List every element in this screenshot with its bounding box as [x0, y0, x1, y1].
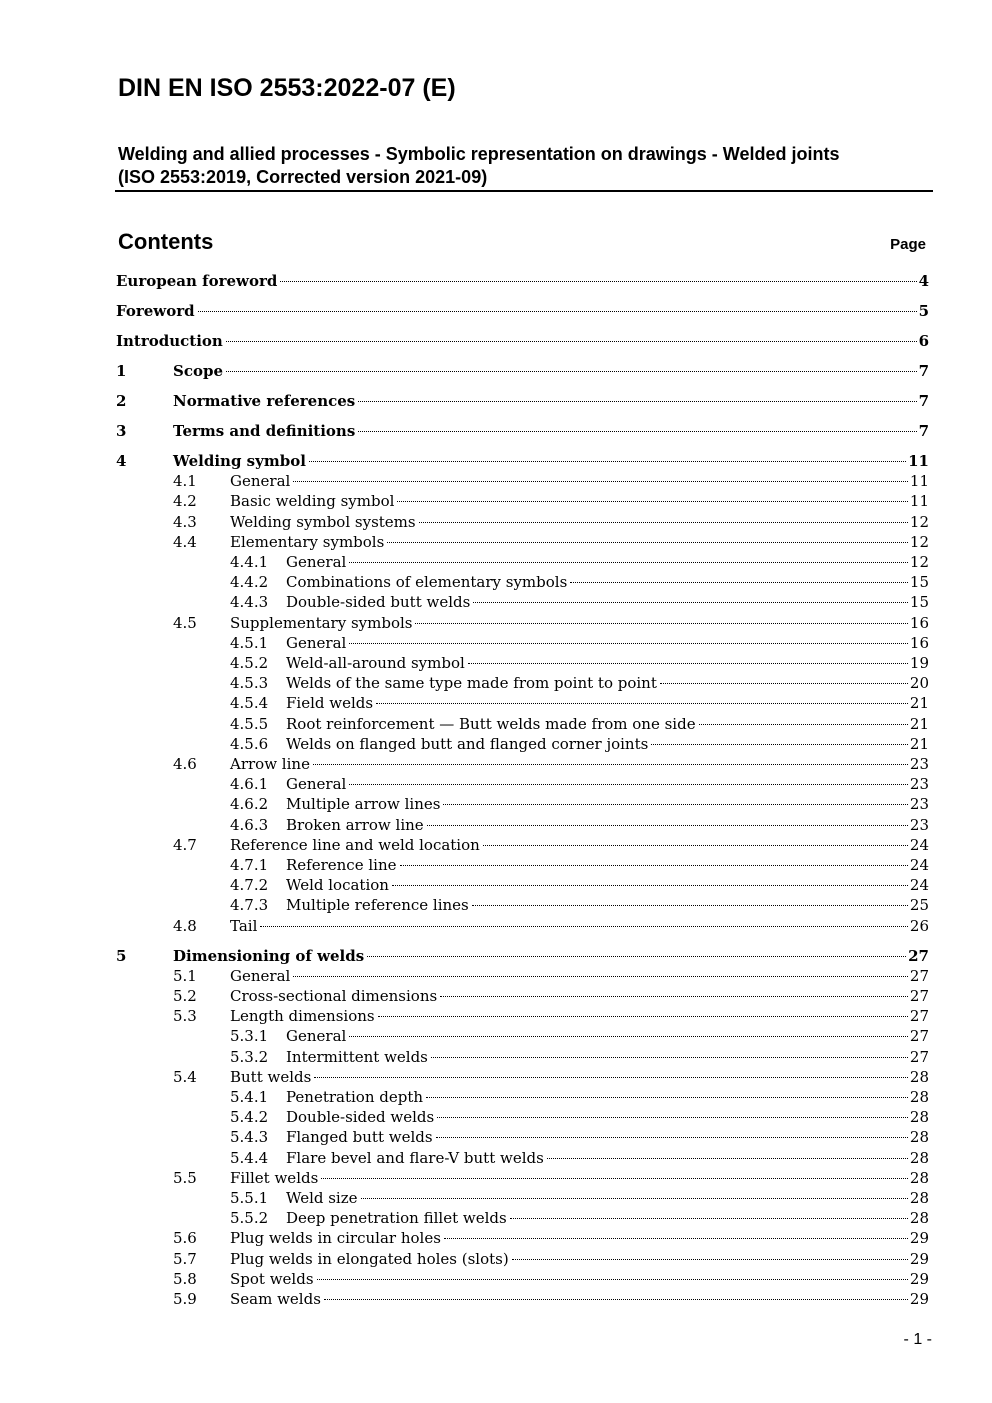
toc-entry-number: 4.1 — [173, 472, 197, 491]
toc-entry-title: Spot welds — [230, 1269, 314, 1288]
toc-entry-title: General — [230, 472, 291, 491]
toc-entry-title: Double-sided butt welds — [286, 593, 471, 612]
toc-entry-title: Elementary symbols — [230, 532, 385, 551]
toc-entry-title: Supplementary symbols — [230, 613, 413, 632]
toc-leader-dots — [358, 431, 916, 432]
toc-entry-page: 21 — [909, 734, 929, 753]
toc-entry[interactable] — [0, 855, 992, 875]
toc-leader-dots — [309, 461, 906, 462]
toc-entry[interactable] — [0, 1026, 992, 1046]
toc-entry[interactable] — [0, 572, 992, 592]
toc-entry-title: Scope — [173, 362, 224, 380]
toc-entry-page: 23 — [909, 795, 929, 814]
toc-entry[interactable] — [0, 1208, 992, 1228]
toc-entry-number: 4.5.5 — [230, 714, 269, 733]
toc-entry-number: 5.3 — [173, 1007, 197, 1026]
toc-entry-page: 24 — [909, 876, 929, 895]
toc-entry[interactable] — [0, 895, 992, 915]
toc-entry-number: 4.6 — [173, 755, 197, 773]
toc-leader-dots — [349, 562, 908, 563]
page-column-label: Page — [890, 236, 926, 253]
toc-entry-title: Penetration depth — [286, 1088, 424, 1106]
toc-entry[interactable] — [0, 754, 992, 774]
toc-entry[interactable] — [0, 271, 992, 291]
toc-entry-page: 12 — [909, 532, 929, 551]
toc-entry-title: Dimensioning of welds — [173, 946, 365, 965]
toc-entry-title: Foreword — [116, 302, 195, 320]
toc-entry-title: Plug welds in elongated holes (slots) — [230, 1249, 509, 1268]
toc-entry-title: Weld size — [286, 1189, 358, 1207]
toc-entry-page: 24 — [909, 835, 929, 854]
toc-entry[interactable] — [0, 301, 992, 321]
toc-leader-dots — [358, 401, 916, 402]
toc-entry-number: 4.2 — [173, 492, 197, 511]
toc-entry[interactable] — [0, 774, 992, 794]
toc-leader-dots — [436, 1137, 908, 1138]
toc-leader-dots — [570, 582, 908, 583]
toc-leader-dots — [280, 281, 916, 282]
toc-entry-page: 7 — [918, 362, 929, 380]
toc-leader-dots — [293, 976, 908, 977]
toc-entry-number: 5.8 — [173, 1269, 197, 1288]
toc-leader-dots — [699, 724, 908, 725]
toc-leader-dots — [426, 1097, 908, 1098]
toc-entry-title: Butt welds — [230, 1067, 312, 1086]
toc-entry-number: 4.7.1 — [230, 856, 269, 874]
toc-entry-title: Deep penetration fillet welds — [286, 1209, 507, 1228]
toc-leader-dots — [387, 542, 908, 543]
toc-entry-number: 5.7 — [173, 1249, 197, 1268]
toc-entry-page: 16 — [909, 613, 929, 632]
toc-entry-page: 28 — [909, 1209, 929, 1228]
toc-entry-title: Reference line — [286, 856, 397, 874]
toc-leader-dots — [510, 1218, 908, 1219]
toc-entry-title: Plug welds in circular holes — [230, 1229, 441, 1248]
toc-entry[interactable] — [0, 1067, 992, 1087]
toc-entry[interactable] — [0, 673, 992, 693]
toc-entry[interactable] — [0, 1289, 992, 1309]
toc-entry-page: 25 — [909, 896, 929, 915]
toc-entry-page: 28 — [909, 1168, 929, 1187]
toc-entry-page: 27 — [908, 946, 929, 965]
toc-entry-page: 11 — [908, 452, 929, 470]
toc-entry-page: 29 — [909, 1290, 929, 1308]
toc-entry-page: 4 — [918, 272, 929, 290]
toc-entry-number: 4 — [116, 452, 127, 470]
toc-entry-number: 5.4 — [173, 1067, 197, 1086]
toc-entry-page: 6 — [918, 332, 929, 350]
toc-entry[interactable] — [0, 1228, 992, 1248]
subtitle-divider — [115, 190, 933, 192]
toc-entry[interactable] — [0, 361, 992, 381]
toc-entry-page: 21 — [909, 714, 929, 733]
toc-entry[interactable] — [0, 835, 992, 855]
toc-entry-title: Seam welds — [230, 1290, 321, 1308]
toc-entry[interactable] — [0, 1249, 992, 1269]
toc-entry-title: General — [286, 775, 347, 794]
toc-entry-number: 5.4.3 — [230, 1128, 269, 1147]
toc-entry-number: 5.4.1 — [230, 1088, 269, 1106]
toc-entry[interactable] — [0, 552, 992, 572]
toc-entry-page: 29 — [909, 1229, 929, 1248]
toc-entry[interactable] — [0, 1188, 992, 1208]
toc-entry[interactable] — [0, 1087, 992, 1107]
toc-entry-title: General — [286, 633, 347, 652]
toc-entry-title: Welds of the same type made from point to point — [286, 674, 657, 693]
toc-entry-number: 4.4.2 — [230, 573, 269, 592]
toc-entry-title: Reference line and weld location — [230, 835, 480, 854]
toc-leader-dots — [415, 623, 907, 624]
toc-entry-title: Flanged butt welds — [286, 1128, 433, 1147]
toc-leader-dots — [547, 1158, 908, 1159]
toc-entry-number: 4.6.2 — [230, 795, 269, 814]
toc-leader-dots — [349, 643, 908, 644]
toc-entry-number: 4.5.4 — [230, 694, 269, 713]
toc-entry-page: 19 — [909, 654, 929, 672]
toc-entry-number: 5.4.4 — [230, 1148, 269, 1167]
toc-entry[interactable] — [0, 391, 992, 411]
toc-entry-number: 4.4 — [173, 532, 197, 551]
toc-entry-title: Normative references — [173, 392, 356, 410]
toc-leader-dots — [378, 1016, 908, 1017]
toc-entry-number: 5.5.2 — [230, 1209, 269, 1228]
toc-leader-dots — [226, 371, 917, 372]
toc-entry[interactable] — [0, 421, 992, 441]
document-title: DIN EN ISO 2553:2022-07 (E) — [118, 74, 456, 102]
toc-entry-number: 4.5 — [173, 613, 197, 632]
toc-entry-number: 4.7.2 — [230, 876, 269, 895]
toc-entry-page: 29 — [909, 1269, 929, 1288]
toc-entry-number: 4.5.3 — [230, 674, 269, 693]
toc-entry-title: Fillet welds — [230, 1168, 319, 1187]
toc-entry-title: Welds on flanged butt and flanged corner joints — [286, 734, 649, 753]
toc-entry[interactable] — [0, 633, 992, 653]
toc-entry[interactable] — [0, 1006, 992, 1026]
toc-leader-dots — [472, 905, 908, 906]
toc-entry-page: 23 — [909, 755, 929, 773]
toc-entry-title: Double-sided welds — [286, 1108, 435, 1127]
toc-entry[interactable] — [0, 491, 992, 511]
toc-entry-number: 3 — [116, 422, 127, 440]
toc-entry-page: 28 — [909, 1128, 929, 1147]
toc-entry-page: 12 — [909, 512, 929, 531]
toc-entry-number: 5.6 — [173, 1229, 197, 1248]
subtitle-line-1: Welding and allied processes - Symbolic representation on drawings - Welded joints — [118, 144, 840, 164]
toc-entry-number: 2 — [116, 392, 127, 410]
toc-entry[interactable] — [0, 1047, 992, 1067]
toc-entry-page: 7 — [918, 422, 929, 440]
toc-entry[interactable] — [0, 512, 992, 532]
toc-entry-number: 4.4.1 — [230, 553, 269, 571]
toc-entry[interactable] — [0, 1127, 992, 1147]
toc-leader-dots — [361, 1198, 908, 1199]
toc-entry-page: 23 — [909, 815, 929, 834]
toc-leader-dots — [321, 1178, 908, 1179]
toc-leader-dots — [440, 996, 908, 997]
toc-entry[interactable] — [0, 471, 992, 491]
toc-entry-number: 5.2 — [173, 987, 197, 1005]
toc-entry-title: European foreword — [116, 272, 278, 290]
toc-leader-dots — [293, 481, 908, 482]
toc-entry-page: 27 — [909, 1007, 929, 1026]
toc-entry-page: 28 — [909, 1148, 929, 1167]
toc-entry[interactable] — [0, 986, 992, 1006]
toc-entry-page: 16 — [909, 633, 929, 652]
toc-entry[interactable] — [0, 331, 992, 351]
toc-leader-dots — [427, 825, 908, 826]
toc-leader-dots — [443, 804, 907, 805]
toc-entry-page: 27 — [909, 966, 929, 985]
subtitle-line-2: (ISO 2553:2019, Corrected version 2021-09) — [118, 167, 488, 187]
toc-entry-title: Arrow line — [230, 755, 310, 773]
toc-entry-title: Multiple arrow lines — [286, 795, 441, 814]
toc-entry-title: Weld-all-around symbol — [286, 654, 465, 672]
toc-entry[interactable] — [0, 1269, 992, 1289]
toc-entry[interactable] — [0, 875, 992, 895]
toc-entry-page: 12 — [909, 553, 929, 571]
toc-entry[interactable] — [0, 592, 992, 612]
toc-entry-page: 11 — [909, 472, 929, 491]
toc-leader-dots — [437, 1117, 908, 1118]
toc-leader-dots — [473, 602, 908, 603]
toc-entry-page: 15 — [909, 573, 929, 592]
toc-entry-title: Field welds — [286, 694, 374, 713]
toc-leader-dots — [260, 926, 908, 927]
toc-entry-page: 7 — [918, 392, 929, 410]
toc-entry-title: Root reinforcement — Butt welds made from one side — [286, 714, 696, 733]
toc-entry[interactable] — [0, 714, 992, 734]
toc-entry-page: 27 — [909, 1027, 929, 1046]
toc-leader-dots — [392, 885, 908, 886]
toc-entry[interactable] — [0, 1107, 992, 1127]
toc-entry-number: 5.3.2 — [230, 1047, 269, 1066]
toc-leader-dots — [349, 1036, 908, 1037]
toc-entry[interactable] — [0, 653, 992, 673]
toc-entry-page: 15 — [909, 593, 929, 612]
toc-entry-page: 28 — [909, 1067, 929, 1086]
toc-entry-page: 29 — [909, 1249, 929, 1268]
toc-entry-page: 20 — [909, 674, 929, 693]
toc-leader-dots — [349, 784, 908, 785]
toc-entry-title: Basic welding symbol — [230, 492, 395, 511]
toc-entry[interactable] — [0, 693, 992, 713]
toc-entry-number: 4.7 — [173, 835, 197, 854]
toc-entry-page: 24 — [909, 856, 929, 874]
toc-entry-number: 4.6.3 — [230, 815, 269, 834]
toc-entry[interactable] — [0, 613, 992, 633]
toc-entry[interactable] — [0, 532, 992, 552]
toc-entry-page: 21 — [909, 694, 929, 713]
toc-entry-title: Welding symbol systems — [230, 512, 416, 531]
toc-entry-page: 26 — [909, 916, 929, 935]
toc-entry-number: 5.9 — [173, 1290, 197, 1308]
toc-entry-title: Terms and definitions — [173, 422, 356, 440]
toc-leader-dots — [376, 703, 908, 704]
toc-entry[interactable] — [0, 1148, 992, 1168]
toc-entry-number: 4.4.3 — [230, 593, 269, 612]
toc-entry[interactable] — [0, 946, 992, 966]
toc-leader-dots — [468, 663, 908, 664]
toc-leader-dots — [397, 501, 908, 502]
toc-entry[interactable] — [0, 1168, 992, 1188]
toc-leader-dots — [419, 522, 908, 523]
toc-entry-number: 4.5.2 — [230, 654, 269, 672]
toc-leader-dots — [198, 311, 917, 312]
toc-entry-title: Weld location — [286, 876, 389, 895]
toc-entry-number: 4.5.6 — [230, 734, 269, 753]
toc-entry-title: General — [286, 553, 347, 571]
toc-entry-title: Introduction — [116, 332, 223, 350]
toc-entry-page: 27 — [909, 987, 929, 1005]
toc-entry-title: Cross-sectional dimensions — [230, 987, 438, 1005]
toc-leader-dots — [483, 845, 908, 846]
toc-entry[interactable] — [0, 734, 992, 754]
toc-entry-title: Broken arrow line — [286, 815, 424, 834]
toc-entry-title: General — [230, 966, 291, 985]
toc-entry-title: Length dimensions — [230, 1007, 375, 1026]
toc-entry-number: 4.7.3 — [230, 896, 269, 915]
toc-leader-dots — [324, 1299, 908, 1300]
toc-entry-page: 27 — [909, 1047, 929, 1066]
toc-leader-dots — [651, 744, 908, 745]
toc-entry-number: 4.3 — [173, 512, 197, 531]
toc-entry[interactable] — [0, 916, 992, 936]
toc-entry-number: 5 — [116, 946, 127, 965]
toc-leader-dots — [226, 341, 917, 342]
toc-entry-title: Welding symbol — [173, 452, 306, 470]
toc-entry-page: 5 — [918, 302, 929, 320]
toc-entry[interactable] — [0, 966, 992, 986]
toc-leader-dots — [367, 956, 906, 957]
toc-entry-page: 28 — [909, 1189, 929, 1207]
toc-leader-dots — [660, 683, 908, 684]
toc-entry-title: Intermittent welds — [286, 1047, 428, 1066]
toc-entry-page: 23 — [909, 775, 929, 794]
toc-entry-number: 5.5 — [173, 1168, 197, 1187]
toc-entry-number: 4.5.1 — [230, 633, 269, 652]
document-subtitle — [118, 143, 938, 189]
toc-leader-dots — [444, 1238, 908, 1239]
toc-entry-title: Combinations of elementary symbols — [286, 573, 568, 592]
toc-entry-number: 4.6.1 — [230, 775, 269, 794]
toc-entry-number: 5.4.2 — [230, 1108, 269, 1127]
toc-entry[interactable] — [0, 451, 992, 471]
toc-entry-number: 5.1 — [173, 966, 197, 985]
toc-entry-number: 4.8 — [173, 916, 197, 935]
contents-heading: Contents — [118, 229, 214, 254]
toc-leader-dots — [317, 1279, 908, 1280]
toc-entry-page: 28 — [909, 1088, 929, 1106]
toc-entry-number: 1 — [116, 362, 127, 380]
toc-leader-dots — [314, 1077, 908, 1078]
toc-leader-dots — [400, 865, 908, 866]
toc-entry-title: Multiple reference lines — [286, 896, 469, 915]
page-number-footer: - 1 - — [903, 1331, 932, 1348]
toc-leader-dots — [313, 764, 908, 765]
toc-entry-page: 28 — [909, 1108, 929, 1127]
toc-leader-dots — [431, 1057, 908, 1058]
toc-entry-title: Tail — [230, 916, 258, 935]
toc-entry[interactable] — [0, 794, 992, 814]
toc-entry-title: Flare bevel and flare-V butt welds — [286, 1148, 544, 1167]
toc-entry-number: 5.3.1 — [230, 1027, 269, 1046]
toc-leader-dots — [512, 1259, 908, 1260]
toc-entry[interactable] — [0, 815, 992, 835]
toc-entry-page: 11 — [909, 492, 929, 511]
toc-entry-number: 5.5.1 — [230, 1189, 269, 1207]
toc-entry-title: General — [286, 1027, 347, 1046]
